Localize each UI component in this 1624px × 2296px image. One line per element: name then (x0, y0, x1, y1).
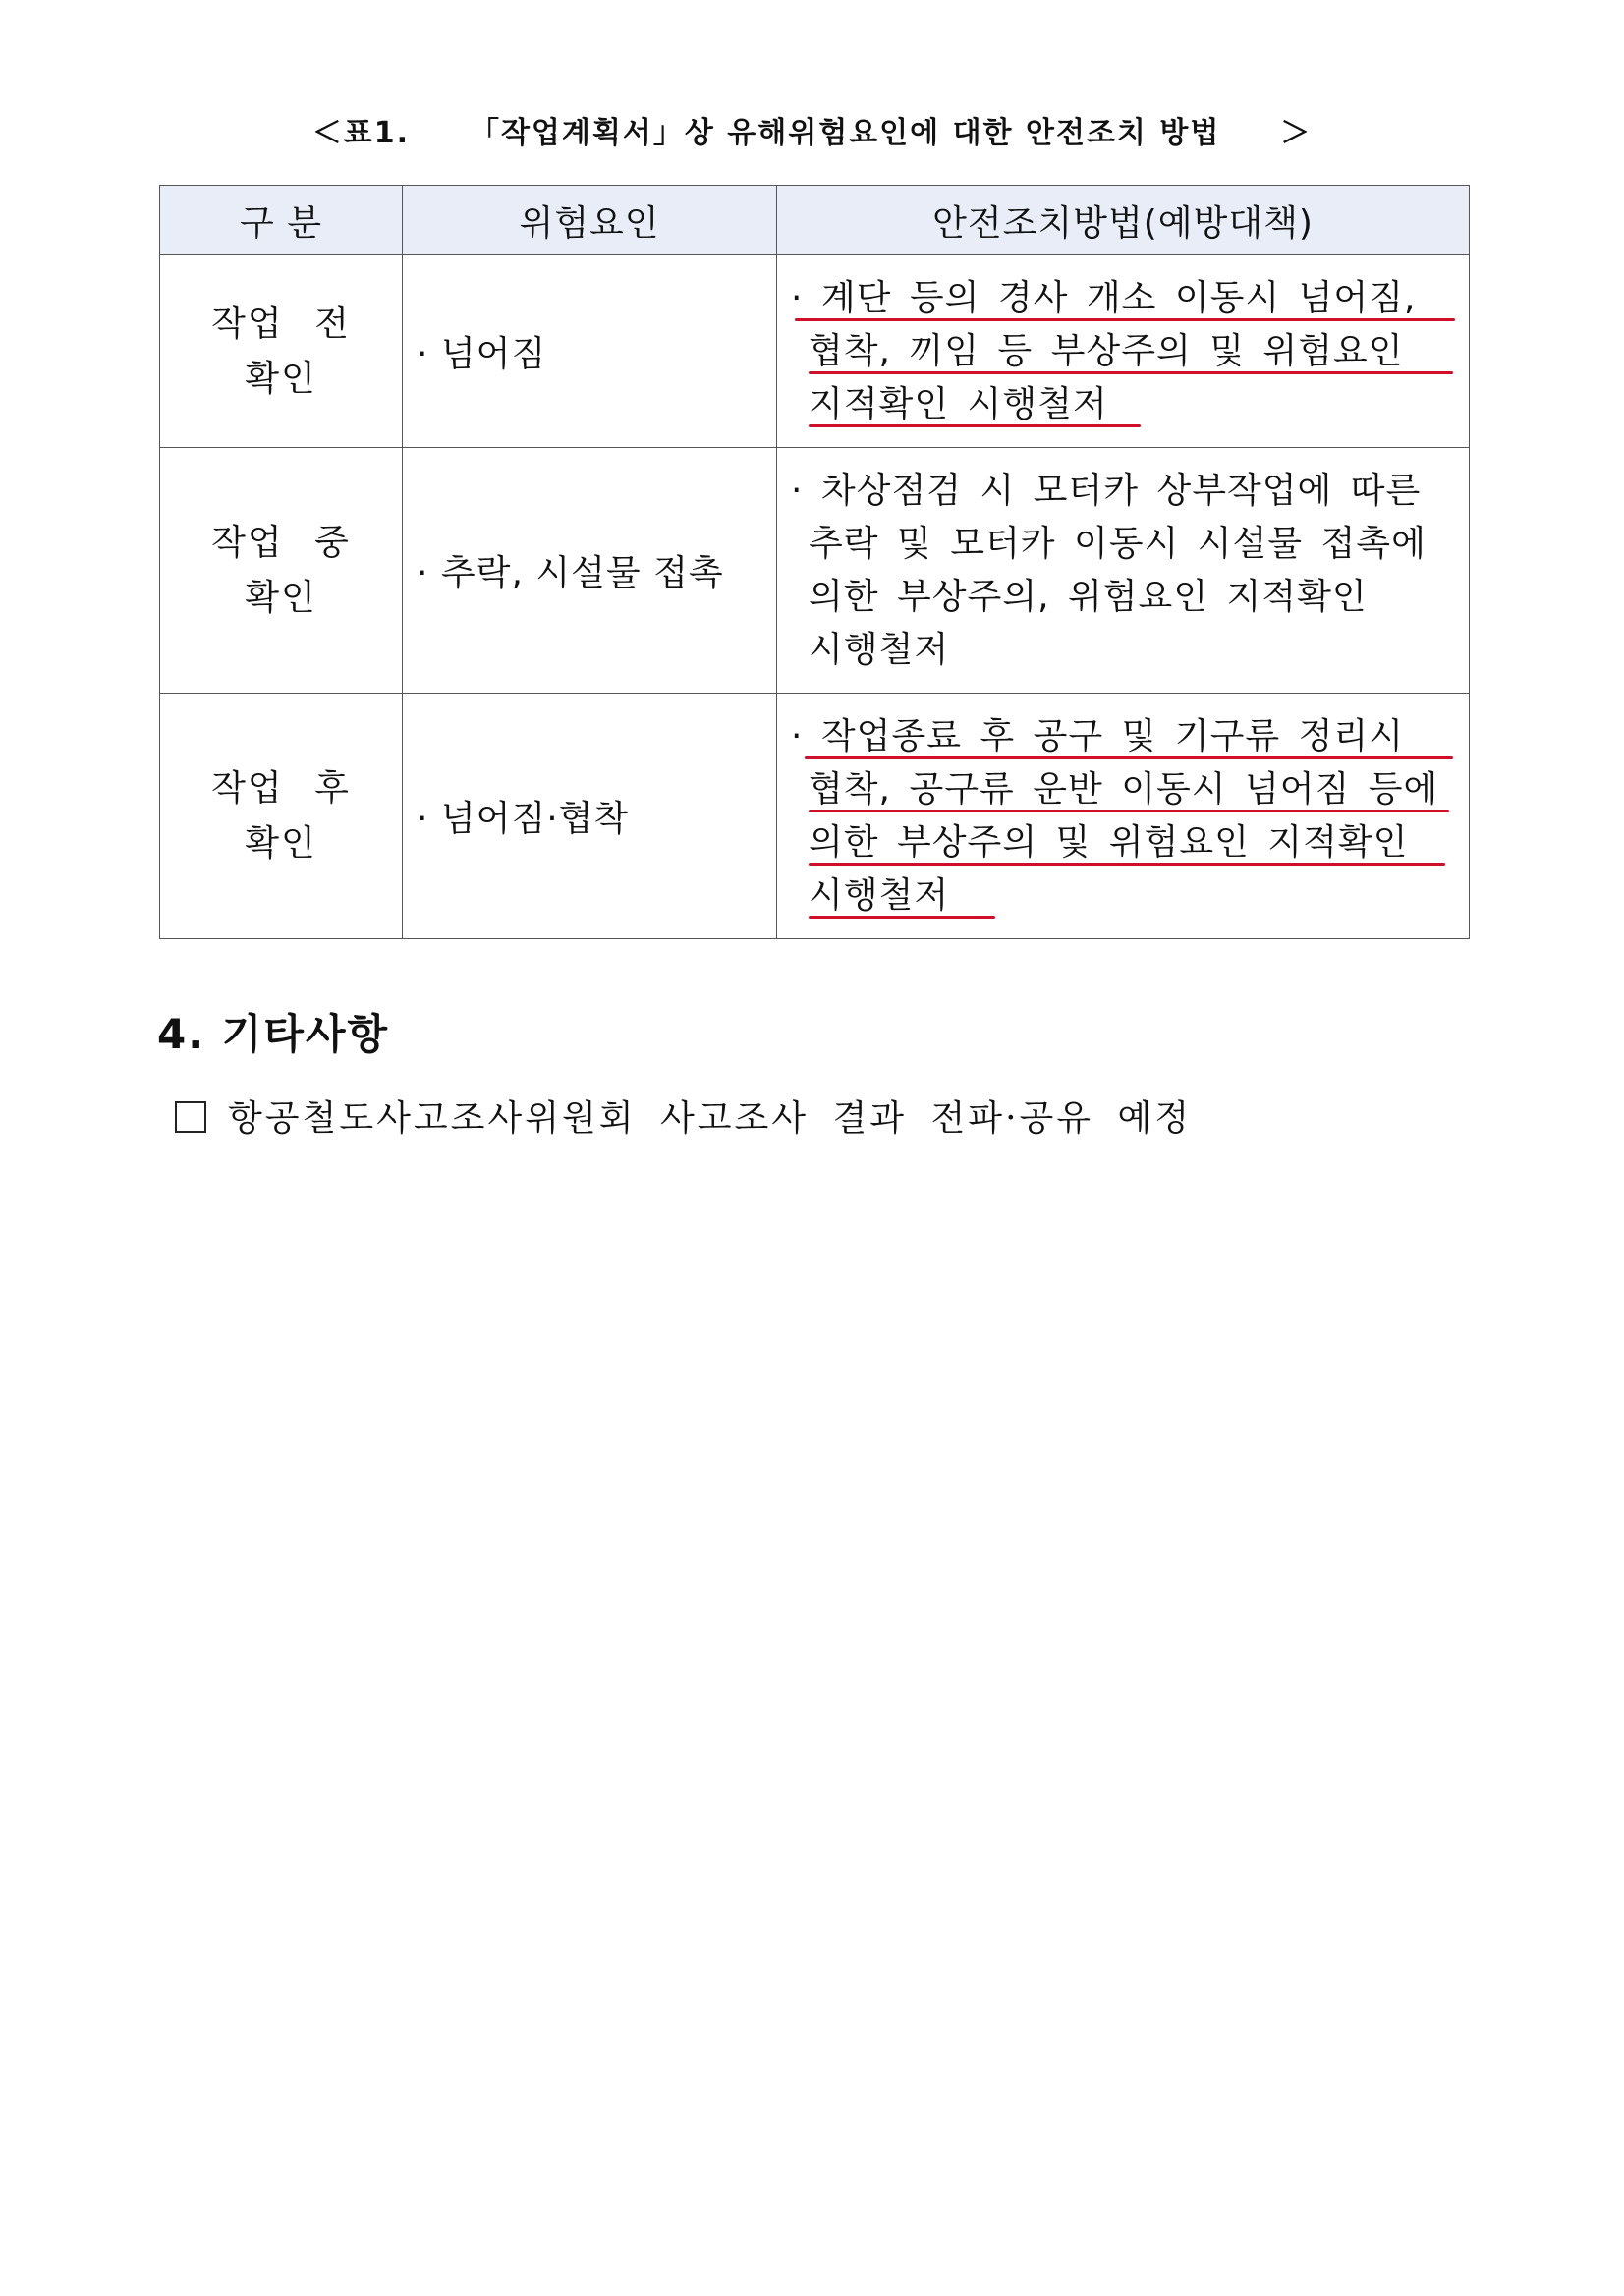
note-item (175, 1091, 1192, 1141)
stage-sub-label: 확인 (245, 822, 317, 864)
measure-text: 시행철저 (809, 874, 950, 916)
measure-line (791, 378, 1457, 431)
measure-cell (777, 694, 1470, 939)
measure-line (791, 325, 1457, 378)
caption-title: 「작업계획서」상 유해위험요인에 대한 안전조치 방법 (469, 116, 1221, 150)
table-caption (0, 108, 1624, 151)
measure-text: 의한 부상주의, 위험요인 지적확인 (809, 576, 1368, 617)
stage-cell (160, 255, 403, 448)
measure-text: 추락 및 모터카 이동시 시설물 접촉에 (809, 523, 1427, 564)
stage-label: 작업 중 (211, 522, 351, 563)
red-underline (805, 756, 1453, 759)
stage-label: 작업 전 (211, 303, 351, 344)
table-row (160, 448, 1470, 694)
measure-text: 지적확인 시행철저 (809, 383, 1108, 424)
measure-line (791, 624, 1457, 677)
measure-text: 협착, 공구류 운반 이동시 넘어짐 등에 (809, 768, 1439, 810)
measure-line (791, 710, 1457, 763)
stage-cell (160, 448, 403, 694)
measure-line (791, 763, 1457, 816)
header-measure: 안전조치방법(예방대책) (777, 186, 1470, 255)
measure-cell (777, 448, 1470, 694)
section-title: 4. 기타사항 (157, 1010, 390, 1058)
safety-measures-table (159, 185, 1470, 939)
table-header-row (160, 186, 1470, 255)
checkbox-square-icon (175, 1101, 206, 1133)
stage-sub-label: 확인 (245, 577, 317, 618)
caption-suffix: ＞ (1280, 116, 1313, 150)
header-stage: 구 분 (160, 186, 403, 255)
stage-sub-label: 확인 (245, 358, 317, 399)
table-row (160, 255, 1470, 448)
red-underline (809, 424, 1141, 427)
measure-cell (777, 255, 1470, 448)
caption-prefix: ＜표1. (311, 116, 411, 150)
measure-line (791, 465, 1457, 518)
measure-text: 협착, 끼임 등 부상주의 및 위험요인 (809, 330, 1404, 371)
measure-text: · 작업종료 후 공구 및 기구류 정리시 (791, 715, 1404, 756)
measure-text: · 차상점검 시 모터카 상부작업에 따른 (791, 470, 1422, 511)
stage-label: 작업 후 (211, 767, 351, 809)
red-underline (809, 863, 1445, 866)
header-hazard: 위험요인 (403, 186, 777, 255)
red-underline (809, 916, 995, 919)
hazard-cell: · 넘어짐·협착 (403, 694, 777, 939)
measure-text: · 계단 등의 경사 개소 이동시 넘어짐, (791, 277, 1417, 318)
red-underline (809, 810, 1449, 812)
note-text: 항공철도사고조사위원회 사고조사 결과 전파·공유 예정 (228, 1098, 1193, 1139)
measure-line (791, 518, 1457, 571)
measure-text: 의한 부상주의 및 위험요인 지적확인 (809, 821, 1409, 863)
red-underline (795, 318, 1455, 321)
stage-cell (160, 694, 403, 939)
red-underline (809, 371, 1453, 374)
measure-line (791, 571, 1457, 624)
measure-text: 시행철저 (809, 629, 950, 670)
measure-line (791, 816, 1457, 869)
hazard-cell: · 추락, 시설물 접촉 (403, 448, 777, 694)
measure-line (791, 869, 1457, 923)
hazard-cell: · 넘어짐 (403, 255, 777, 448)
table-row (160, 694, 1470, 939)
measure-line (791, 272, 1457, 325)
